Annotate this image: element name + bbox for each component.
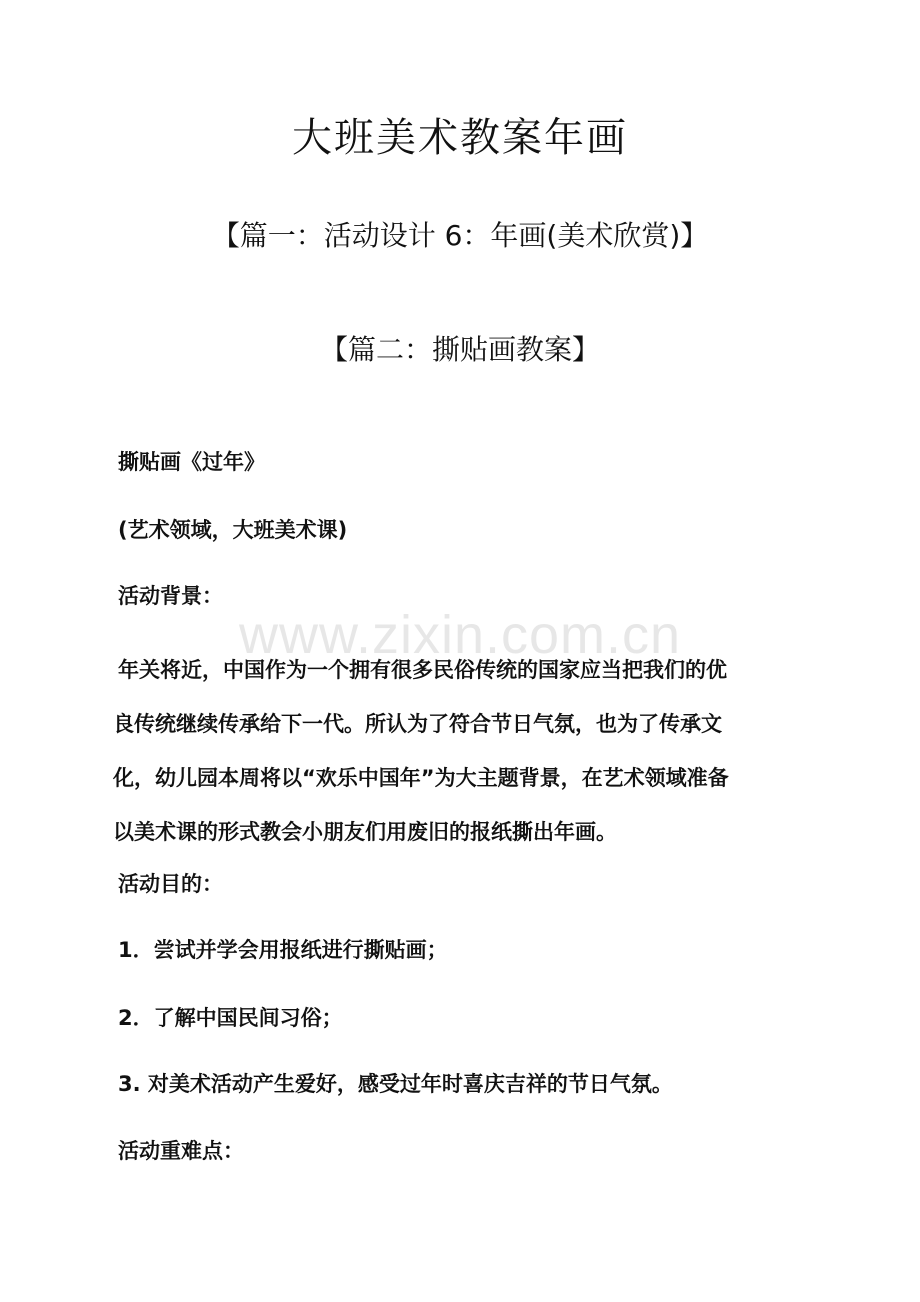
watermark: www.zixin.com.cn	[238, 605, 682, 665]
work-title: 撕贴画《过年》	[118, 450, 265, 474]
goal-item-2: 2．了解中国民间习俗；	[118, 1006, 343, 1030]
heading-part-2: 【篇二：撕贴画教案】	[319, 333, 600, 366]
background-label: 活动背景：	[118, 584, 223, 608]
goal-item-3: 3. 对美术活动产生爱好，感受过年时喜庆吉祥的节日气氛。	[118, 1072, 673, 1096]
background-line: 良传统继续传承给下一代。所认为了符合节日气氛，也为了传承文	[113, 712, 722, 736]
goals-label: 活动目的：	[118, 872, 223, 896]
background-line: 以美术课的形式教会小朋友们用废旧的报纸撕出年画。	[113, 820, 617, 844]
goal-item-1: 1．尝试并学会用报纸进行撕贴画；	[118, 938, 448, 962]
background-paragraph	[113, 643, 803, 859]
heading-part-1: 【篇一：活动设计 6：年画(美术欣赏)】	[211, 219, 709, 252]
difficulties-label: 活动重难点：	[118, 1139, 244, 1163]
background-line: 年关将近，中国作为一个拥有很多民俗传统的国家应当把我们的优	[118, 658, 727, 682]
document-title: 大班美术教案年画	[292, 115, 628, 161]
domain-line: (艺术领域，大班美术课)	[118, 518, 348, 542]
background-line: 化，幼儿园本周将以“欢乐中国年”为大主题背景，在艺术领域准备	[113, 766, 729, 790]
